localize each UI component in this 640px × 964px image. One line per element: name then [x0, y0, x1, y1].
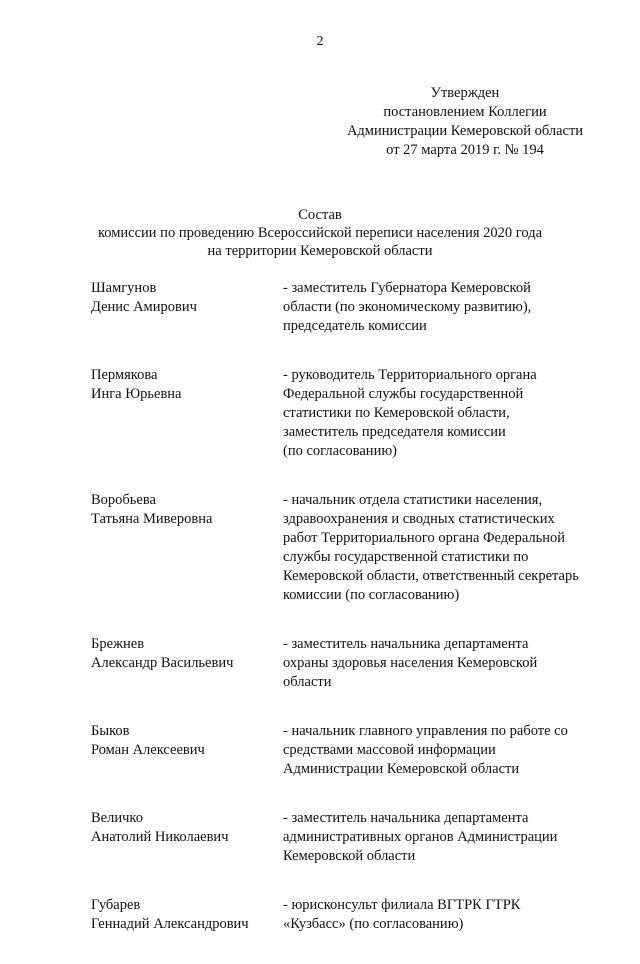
- member-role-line: службы государственной статистики по: [283, 549, 529, 565]
- member-row: [91, 896, 601, 934]
- title-line: Состав: [298, 207, 342, 223]
- member-role-line: охраны здоровья населения Кемеровской: [283, 655, 538, 671]
- member-role-line: - заместитель начальника департамента: [283, 810, 529, 826]
- member-name: [91, 722, 283, 779]
- member-role-line: области: [283, 674, 332, 690]
- member-row: [91, 366, 601, 461]
- member-role-line: председатель комиссии: [283, 318, 427, 334]
- member-surname: Брежнев: [91, 636, 145, 652]
- member-surname: Шамгунов: [91, 280, 157, 296]
- member-role-line: заместитель председателя комиссии: [283, 424, 506, 440]
- member-given-name: Анатолий Николаевич: [91, 829, 229, 845]
- member-role-line: средствами массовой информации: [283, 742, 496, 758]
- member-role-line: Администрации Кемеровской области: [283, 761, 520, 777]
- title-line: на территории Кемеровской области: [207, 243, 433, 259]
- member-given-name: Инга Юрьевна: [91, 386, 182, 402]
- member-row: [91, 809, 601, 866]
- member-role: [283, 722, 601, 779]
- member-role: [283, 635, 601, 692]
- title-line: комиссии по проведению Всероссийской переписи населения 2020 года: [97, 225, 543, 241]
- member-role-line: работ Территориального органа Федеральной: [283, 530, 566, 546]
- approval-line: от 27 марта 2019 г. № 194: [386, 142, 544, 158]
- member-name: [91, 896, 283, 934]
- member-role-line: Кемеровской области: [283, 848, 416, 864]
- member-role-line: административных органов Администрации: [283, 829, 558, 845]
- member-role-line: (по согласованию): [283, 443, 397, 459]
- member-surname: Пермякова: [91, 367, 158, 383]
- approval-line: постановлением Коллегии: [383, 104, 547, 120]
- member-role: [283, 491, 601, 605]
- member-name: [91, 809, 283, 866]
- approval-line: Утвержден: [430, 85, 500, 101]
- member-role-line: - заместитель начальника департамента: [283, 636, 529, 652]
- member-role-line: - начальник главного управления по работе со: [283, 723, 568, 739]
- page-number: 2: [316, 34, 324, 49]
- member-role: [283, 809, 601, 866]
- member-role-line: статистики по Кемеровской области,: [283, 405, 510, 421]
- member-role-line: Кемеровской области, ответственный секретарь: [283, 568, 579, 584]
- document-title: [0, 206, 640, 260]
- member-role-line: здравоохранения и сводных статистических: [283, 511, 555, 527]
- member-role-line: области (по экономическому развитию),: [283, 299, 532, 315]
- member-role-line: «Кузбасс» (по согласованию): [283, 916, 464, 932]
- member-given-name: Роман Алексеевич: [91, 742, 205, 758]
- member-given-name: Татьяна Миверовна: [91, 511, 213, 527]
- member-role-line: комиссии (по согласованию): [283, 587, 460, 603]
- member-role: [283, 366, 601, 461]
- member-role: [283, 279, 601, 336]
- member-row: [91, 491, 601, 605]
- member-role-line: - заместитель Губернатора Кемеровской: [283, 280, 531, 296]
- member-name: [91, 279, 283, 336]
- approval-stamp-block: [330, 84, 600, 160]
- member-row: [91, 279, 601, 336]
- member-row: [91, 635, 601, 692]
- member-name: [91, 491, 283, 605]
- member-role: [283, 896, 601, 934]
- commission-members-list: [91, 279, 601, 964]
- member-surname: Губарев: [91, 897, 141, 913]
- member-name: [91, 635, 283, 692]
- member-given-name: Денис Амирович: [91, 299, 197, 315]
- member-surname: Величко: [91, 810, 143, 826]
- member-role-line: Федеральной службы государственной: [283, 386, 524, 402]
- member-given-name: Александр Васильевич: [91, 655, 234, 671]
- member-role-line: - юрисконсульт филиала ВГТРК ГТРК: [283, 897, 521, 913]
- member-role-line: - руководитель Территориального органа: [283, 367, 537, 383]
- member-role-line: - начальник отдела статистики населения,: [283, 492, 543, 508]
- member-row: [91, 722, 601, 779]
- member-name: [91, 366, 283, 461]
- member-surname: Быков: [91, 723, 130, 739]
- member-surname: Воробьева: [91, 492, 156, 508]
- member-given-name: Геннадий Александрович: [91, 916, 249, 932]
- approval-line: Администрации Кемеровской области: [346, 123, 584, 139]
